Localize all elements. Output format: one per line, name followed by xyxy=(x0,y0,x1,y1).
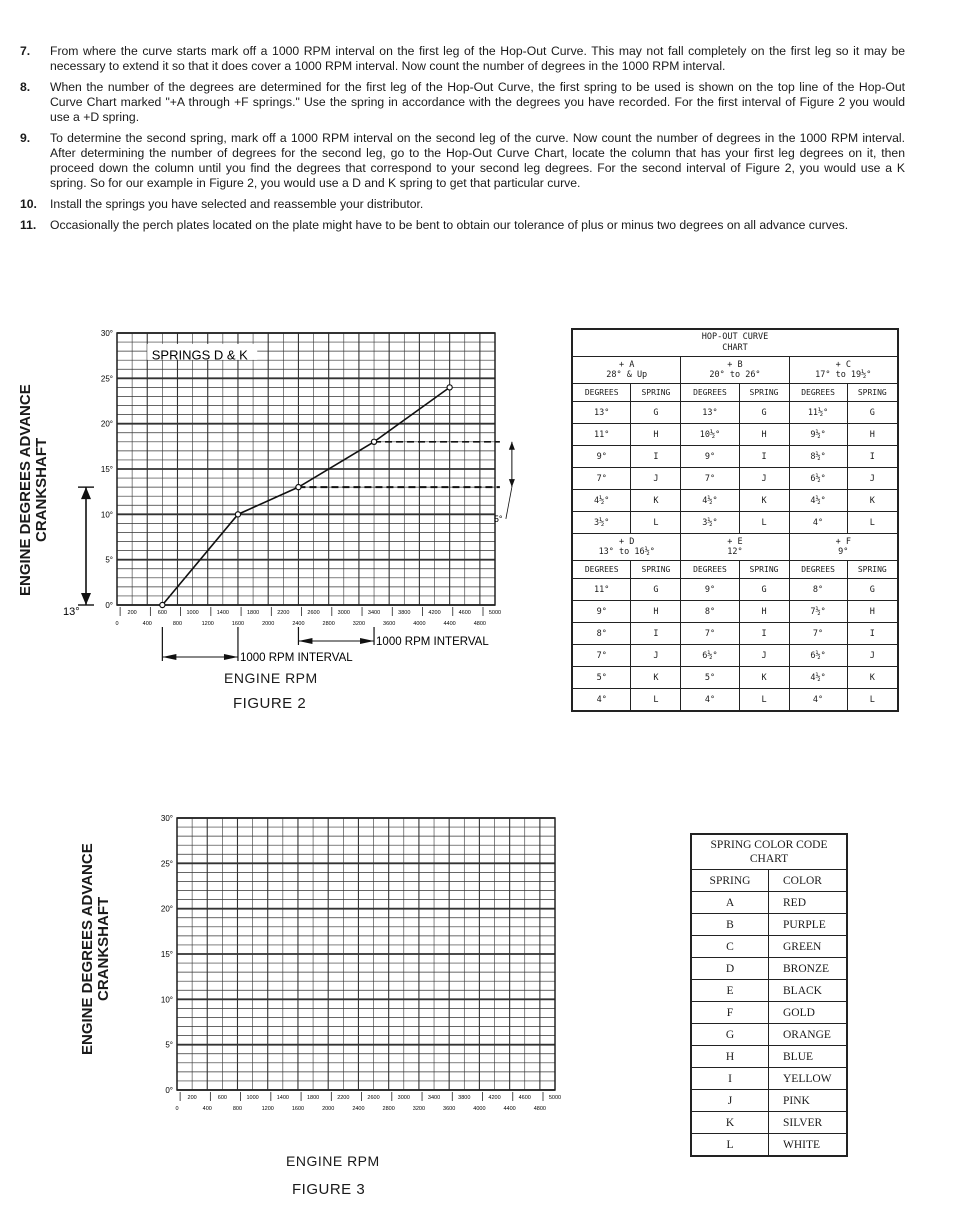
table-cell: 8½° xyxy=(789,446,847,468)
spring-color: RED xyxy=(769,892,848,914)
fig2-y-axis-label-line2: CRANKSHAFT xyxy=(33,437,50,543)
table-row xyxy=(691,914,847,936)
table-cell: 11° xyxy=(572,579,631,601)
x-tick-label: 5000 xyxy=(548,1095,562,1101)
step-number: 11. xyxy=(20,218,37,232)
spring-letter: B xyxy=(691,914,769,936)
hop-out-curve-chart xyxy=(571,328,899,712)
table-cell: K xyxy=(631,490,681,512)
spring-letter: A xyxy=(691,892,769,914)
table-cell: 4° xyxy=(681,689,739,712)
table-cell: I xyxy=(631,446,681,468)
y-tick-label: 30° xyxy=(160,814,173,823)
x-tick-label: 2400 xyxy=(292,621,305,627)
arrow-head xyxy=(509,442,515,450)
table-row xyxy=(691,980,847,1002)
table-cell: 13° xyxy=(572,402,631,424)
table-cell: I xyxy=(847,623,898,645)
col-header-spring: SPRING xyxy=(847,561,898,579)
table-cell: I xyxy=(739,446,789,468)
group-range: 17° to 19½° xyxy=(815,370,872,380)
table-row xyxy=(572,490,898,512)
x-tick-label: 4200 xyxy=(488,1095,501,1101)
step-text: Install the springs you have selected and reassemble your distributor. xyxy=(50,197,424,211)
chart-title: SPRINGS D & K xyxy=(151,347,248,363)
x-tick-label: 2800 xyxy=(382,1106,395,1112)
table-cell: 9° xyxy=(572,601,631,623)
x-tick-label: 4800 xyxy=(473,621,487,627)
spring-letter: D xyxy=(691,958,769,980)
x-tick-label: 3600 xyxy=(443,1106,456,1112)
x-tick-label: 2000 xyxy=(262,621,275,627)
x-tick-label: 3000 xyxy=(397,1095,410,1101)
table-cell: L xyxy=(847,689,898,712)
dimension-label: 13° xyxy=(63,606,80,618)
x-tick-label: 3800 xyxy=(458,1095,471,1101)
table-cell: G xyxy=(847,402,898,424)
fig2-caption: FIGURE 2 xyxy=(233,695,307,712)
table-row xyxy=(572,424,898,446)
col-header-spring: SPRING xyxy=(631,384,681,402)
y-tick-label: 25° xyxy=(160,859,173,869)
step-text: From where the curve starts mark off a 1000 RPM interval on the first leg of the Hop-Out Curve. This may not fall completely on the first leg so it may be necessary to extend it so that it does cover a 1000 RPM interval. Now count the number of degrees in the 1000 RPM interval. xyxy=(50,44,905,73)
step-text: To determine the second spring, mark off a 1000 RPM interval on the second leg of the curve. Now count the number of degrees in the 1000 RPM interval. After determining the number of degrees for the second leg, go to the Hop-Out Curve Chart, locate the column that has your first leg degrees on it, then proceed down the column until you find the degrees that correspond to your second leg degrees. For the second interval of Figure 2, you would use a K spring. So for our example in Figure 2, you would use a D and K spring to get that particular curve. xyxy=(50,131,905,190)
arrow-head xyxy=(162,654,176,660)
x-tick-label: 4600 xyxy=(518,1095,531,1101)
table-row xyxy=(572,402,898,424)
table-cell: 5° xyxy=(681,667,739,689)
table-cell: 10½° xyxy=(681,424,739,446)
table-cell: 4° xyxy=(572,689,631,712)
table-row xyxy=(691,1112,847,1134)
arrow-head xyxy=(81,487,91,499)
y-tick-label: 5° xyxy=(105,555,113,565)
curve-point xyxy=(371,439,376,444)
table-cell: 4½° xyxy=(789,490,847,512)
table-cell: L xyxy=(631,689,681,712)
table-row xyxy=(572,623,898,645)
spring-color: WHITE xyxy=(769,1134,848,1157)
x-tick-label: 2000 xyxy=(322,1106,335,1112)
x-tick-label: 3200 xyxy=(352,621,366,627)
table-cell: J xyxy=(739,468,789,490)
x-tick-label: 1200 xyxy=(201,621,214,627)
table-cell: L xyxy=(739,512,789,534)
dimension-label: 5° xyxy=(493,513,503,524)
curve-point xyxy=(235,512,240,517)
table-cell: 9° xyxy=(681,446,739,468)
col-header-degrees: DEGREES xyxy=(789,384,847,402)
x-tick-label: 0 xyxy=(175,1106,179,1112)
x-tick-label: 2800 xyxy=(322,621,335,627)
table-cell: G xyxy=(739,579,789,601)
fig3-y-axis-label-line1: ENGINE DEGREES ADVANCE xyxy=(79,843,96,1055)
table-cell: 7° xyxy=(681,623,739,645)
x-tick-label: 4200 xyxy=(428,610,441,616)
col-header-color: COLOR xyxy=(769,870,848,892)
x-tick-label: 3400 xyxy=(427,1095,441,1101)
group-label: + B xyxy=(727,360,743,370)
table-cell: K xyxy=(739,667,789,689)
group-label: + F xyxy=(835,537,851,547)
y-tick-label: 30° xyxy=(100,329,113,338)
table-cell: L xyxy=(739,689,789,712)
spring-color: ORANGE xyxy=(769,1024,848,1046)
spring-color: PINK xyxy=(769,1090,848,1112)
spring-color: BLUE xyxy=(769,1046,848,1068)
table-row xyxy=(572,579,898,601)
arrow-head xyxy=(360,638,374,644)
col-header-degrees: DEGREES xyxy=(572,384,631,402)
table-cell: 7½° xyxy=(789,601,847,623)
y-tick-label: 0° xyxy=(105,601,113,610)
table-cell: 3½° xyxy=(572,512,631,534)
y-tick-label: 10° xyxy=(160,995,173,1005)
x-tick-label: 1400 xyxy=(216,610,229,616)
x-tick-label: 200 xyxy=(127,610,137,616)
spring-color: BLACK xyxy=(769,980,848,1002)
table-cell: 7° xyxy=(681,468,739,490)
hop-chart-title xyxy=(572,329,898,357)
spring-color: GREEN xyxy=(769,936,848,958)
x-tick-label: 4000 xyxy=(413,621,426,627)
table-cell: K xyxy=(847,667,898,689)
x-tick-label: 400 xyxy=(142,621,152,627)
table-cell: 13° xyxy=(681,402,739,424)
table-row xyxy=(572,446,898,468)
col-header-spring: SPRING xyxy=(739,561,789,579)
fig3-y-axis-label-line2: CRANKSHAFT xyxy=(95,896,112,1002)
table-row xyxy=(691,958,847,980)
figure-3-chart xyxy=(145,810,585,1120)
fig2-x-axis-label: ENGINE RPM xyxy=(224,670,318,686)
table-row xyxy=(691,1002,847,1024)
hop-chart-group-header xyxy=(572,357,681,384)
group-label: + D xyxy=(619,537,635,547)
table-row xyxy=(572,645,898,667)
group-range: 13° to 16½° xyxy=(598,547,655,557)
hop-chart-title-line2: CHART xyxy=(722,343,748,353)
x-tick-label: 0 xyxy=(115,621,119,627)
curve-point xyxy=(296,485,301,490)
group-range: 28° & Up xyxy=(606,370,648,380)
spring-letter: F xyxy=(691,1002,769,1024)
step-text: Occasionally the perch plates located on the plate might have to be bent to obtain our tolerance of plus or minus two degrees on all advance curves. xyxy=(50,218,849,232)
table-cell: I xyxy=(847,446,898,468)
table-cell: I xyxy=(631,623,681,645)
table-cell: 8° xyxy=(789,579,847,601)
table-cell: 4½° xyxy=(572,490,631,512)
spring-letter: L xyxy=(691,1134,769,1157)
table-row xyxy=(691,1090,847,1112)
x-tick-label: 1600 xyxy=(231,621,245,627)
table-cell: 4° xyxy=(789,512,847,534)
spring-letter: H xyxy=(691,1046,769,1068)
table-cell: H xyxy=(739,601,789,623)
y-tick-label: 0° xyxy=(165,1086,173,1095)
table-cell: G xyxy=(631,402,681,424)
col-header-degrees: DEGREES xyxy=(572,561,631,579)
x-tick-label: 3400 xyxy=(367,610,381,616)
table-cell: J xyxy=(847,645,898,667)
step-text: When the number of the degrees are determined for the first leg of the Hop-Out Curve, the first spring to be used is shown on the top line of the Hop-Out Curve Chart marked "+A through +F springs." Use the spring in accordance with the degrees you have recorded. For the first interval of Figure 2 you would use a +D spring. xyxy=(50,80,905,124)
spring-letter: J xyxy=(691,1090,769,1112)
y-tick-label: 15° xyxy=(160,950,173,959)
x-tick-label: 1400 xyxy=(276,1095,289,1101)
table-cell: 7° xyxy=(572,645,631,667)
x-tick-label: 1800 xyxy=(306,1095,320,1101)
instruction-steps xyxy=(20,44,905,239)
table-row xyxy=(572,689,898,712)
table-row xyxy=(572,601,898,623)
table-cell: 9° xyxy=(681,579,739,601)
hop-chart-title-line1: HOP-OUT CURVE xyxy=(701,332,769,342)
x-tick-label: 3000 xyxy=(337,610,350,616)
group-range: 12° xyxy=(727,547,743,557)
instruction-step xyxy=(20,131,905,191)
group-range: 20° to 26° xyxy=(709,370,761,380)
spring-letter: K xyxy=(691,1112,769,1134)
x-tick-label: 3200 xyxy=(412,1106,426,1112)
x-tick-label: 600 xyxy=(157,610,167,616)
table-row xyxy=(691,1134,847,1157)
group-label: + C xyxy=(835,360,851,370)
table-cell: 6½° xyxy=(681,645,739,667)
table-cell: I xyxy=(739,623,789,645)
table-cell: 6½° xyxy=(789,468,847,490)
fig3-x-axis-label: ENGINE RPM xyxy=(286,1153,380,1169)
x-tick-label: 200 xyxy=(187,1095,197,1101)
table-cell: K xyxy=(631,667,681,689)
y-tick-label: 20° xyxy=(160,904,173,914)
instruction-step xyxy=(20,218,905,233)
y-tick-label: 15° xyxy=(100,465,113,474)
color-chart-title-line1: SPRING COLOR CODE xyxy=(710,839,828,851)
fig3-y-axis-label xyxy=(80,828,112,1070)
x-tick-label: 600 xyxy=(217,1095,227,1101)
instruction-step xyxy=(20,44,905,74)
leader-line xyxy=(506,487,512,519)
table-cell: H xyxy=(631,601,681,623)
table-row xyxy=(572,667,898,689)
table-cell: J xyxy=(631,645,681,667)
x-tick-label: 2400 xyxy=(352,1106,365,1112)
arrow-head xyxy=(298,638,312,644)
table-cell: H xyxy=(631,424,681,446)
interval-label: 1000 RPM INTERVAL xyxy=(239,652,353,664)
table-cell: L xyxy=(847,512,898,534)
spring-letter: C xyxy=(691,936,769,958)
x-tick-label: 3600 xyxy=(383,621,396,627)
table-cell: J xyxy=(739,645,789,667)
x-tick-label: 4600 xyxy=(458,610,471,616)
x-tick-label: 800 xyxy=(232,1106,243,1112)
fig2-y-axis-label-line1: ENGINE DEGREES ADVANCE xyxy=(17,384,34,596)
instruction-step xyxy=(20,80,905,125)
table-row xyxy=(691,1024,847,1046)
arrow-head xyxy=(81,593,91,605)
color-chart-title xyxy=(691,834,847,870)
table-cell: G xyxy=(631,579,681,601)
table-cell: K xyxy=(739,490,789,512)
spring-color-code-chart xyxy=(690,833,848,1157)
col-header-degrees: DEGREES xyxy=(681,561,739,579)
col-header-spring: SPRING xyxy=(691,870,769,892)
y-tick-label: 10° xyxy=(100,510,113,520)
x-tick-label: 4400 xyxy=(503,1106,516,1112)
fig3-caption: FIGURE 3 xyxy=(292,1181,366,1198)
col-header-degrees: DEGREES xyxy=(789,561,847,579)
arrow-head xyxy=(509,479,515,487)
instruction-step xyxy=(20,197,905,212)
table-cell: G xyxy=(847,579,898,601)
table-cell: J xyxy=(631,468,681,490)
table-cell: H xyxy=(847,601,898,623)
group-label: + E xyxy=(727,537,743,547)
table-cell: 11½° xyxy=(789,402,847,424)
table-cell: 4° xyxy=(789,689,847,712)
table-cell: 8° xyxy=(572,623,631,645)
group-range: 9° xyxy=(838,547,849,557)
step-number: 10. xyxy=(20,197,37,211)
x-tick-label: 2200 xyxy=(337,1095,350,1101)
hop-chart-group-header xyxy=(681,357,789,384)
table-cell: L xyxy=(631,512,681,534)
spring-letter: E xyxy=(691,980,769,1002)
x-tick-label: 1600 xyxy=(291,1106,305,1112)
x-tick-label: 1000 xyxy=(246,1095,259,1101)
spring-color: YELLOW xyxy=(769,1068,848,1090)
group-label: + A xyxy=(619,360,635,370)
table-row xyxy=(691,892,847,914)
col-header-spring: SPRING xyxy=(847,384,898,402)
col-header-spring: SPRING xyxy=(739,384,789,402)
table-cell: H xyxy=(739,424,789,446)
table-cell: J xyxy=(847,468,898,490)
hop-chart-group-header xyxy=(789,534,898,561)
table-cell: G xyxy=(739,402,789,424)
x-tick-label: 1800 xyxy=(246,610,260,616)
color-chart-title-line2: CHART xyxy=(749,853,789,865)
spring-color: PURPLE xyxy=(769,914,848,936)
arrow-head xyxy=(224,654,238,660)
x-tick-label: 2200 xyxy=(277,610,290,616)
x-tick-label: 5000 xyxy=(488,610,502,616)
table-cell: 5° xyxy=(572,667,631,689)
hop-chart-group-header xyxy=(789,357,898,384)
y-tick-label: 20° xyxy=(100,419,113,429)
x-tick-label: 4000 xyxy=(473,1106,486,1112)
table-cell: 11° xyxy=(572,424,631,446)
table-row xyxy=(691,1068,847,1090)
table-cell: K xyxy=(847,490,898,512)
x-tick-label: 800 xyxy=(172,621,183,627)
x-tick-label: 4400 xyxy=(443,621,456,627)
table-cell: 7° xyxy=(572,468,631,490)
step-number: 8. xyxy=(20,80,31,94)
y-tick-label: 25° xyxy=(100,374,113,384)
x-tick-label: 2600 xyxy=(307,610,320,616)
table-cell: H xyxy=(847,424,898,446)
table-cell: 4½° xyxy=(681,490,739,512)
x-tick-label: 1200 xyxy=(261,1106,274,1112)
table-row xyxy=(691,936,847,958)
step-number: 7. xyxy=(20,44,31,58)
hop-chart-group-header xyxy=(681,534,789,561)
curve-point xyxy=(160,602,165,607)
fig2-y-axis-label xyxy=(18,370,50,610)
table-cell: 7° xyxy=(789,623,847,645)
curve-point xyxy=(447,385,452,390)
x-tick-label: 4800 xyxy=(533,1106,547,1112)
table-row xyxy=(572,512,898,534)
col-header-degrees: DEGREES xyxy=(681,384,739,402)
spring-color: SILVER xyxy=(769,1112,848,1134)
spring-letter: I xyxy=(691,1068,769,1090)
table-cell: 9½° xyxy=(789,424,847,446)
x-tick-label: 1000 xyxy=(186,610,199,616)
col-header-spring: SPRING xyxy=(631,561,681,579)
spring-letter: G xyxy=(691,1024,769,1046)
figure-2-chart xyxy=(55,325,575,665)
table-cell: 3½° xyxy=(681,512,739,534)
interval-label: 1000 RPM INTERVAL xyxy=(376,636,489,648)
step-number: 9. xyxy=(20,131,31,145)
x-tick-label: 2600 xyxy=(367,1095,380,1101)
table-cell: 8° xyxy=(681,601,739,623)
table-row xyxy=(572,468,898,490)
spring-color: GOLD xyxy=(769,1002,848,1024)
table-cell: 9° xyxy=(572,446,631,468)
table-cell: 4½° xyxy=(789,667,847,689)
hop-chart-group-header xyxy=(572,534,681,561)
table-cell: 6½° xyxy=(789,645,847,667)
x-tick-label: 400 xyxy=(202,1106,212,1112)
table-row xyxy=(691,1046,847,1068)
spring-color: BRONZE xyxy=(769,958,848,980)
x-tick-label: 3800 xyxy=(398,610,411,616)
y-tick-label: 5° xyxy=(165,1040,173,1050)
